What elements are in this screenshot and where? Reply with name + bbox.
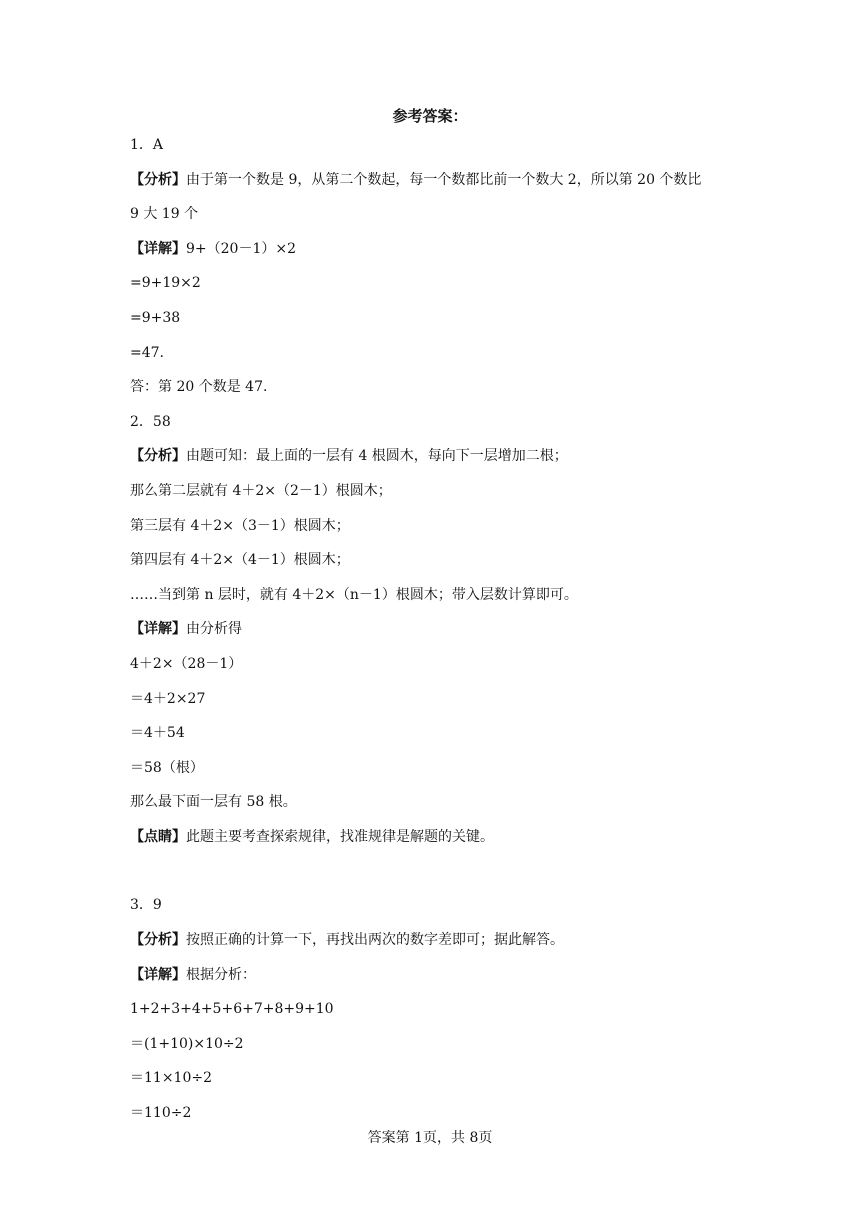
q2-detail-text: 由分析得 [186, 621, 242, 638]
q2-analysis-cont: 第四层有 4＋2×（4－1）根圆木； [130, 552, 350, 569]
q1-detail-text: 9+（20－1）×2 [186, 240, 296, 257]
q2-detail-step: ＝58（根） [130, 759, 204, 776]
q1-analysis-line [130, 170, 750, 190]
q1-analysis-cont: 9 大 19 个 [130, 206, 199, 223]
page-footer: 答案第 1页，共 8页 [367, 1130, 493, 1146]
analysis-tag: 【分析】 [130, 448, 186, 465]
q3-detail-step: ＝(1+10)×10÷2 [130, 1035, 244, 1052]
q3-analysis-text: 按照正确的计算一下，再找出两次的数字差即可；据此解答。 [186, 932, 564, 949]
analysis-tag: 【分析】 [130, 932, 186, 949]
q2-detail-step: ＝4＋54 [130, 725, 185, 742]
page-title: 参考答案： [392, 107, 468, 125]
detail-tag: 【详解】 [130, 621, 186, 638]
q3-detail-text: 根据分析： [186, 966, 256, 983]
detail-tag: 【详解】 [130, 240, 186, 257]
q3-heading: 3．9 [130, 897, 162, 914]
q3-detail-step: ＝11×10÷2 [130, 1070, 212, 1087]
q2-comment-text: 此题主要考查探索规律，找准规律是解题的关键。 [186, 828, 494, 845]
comment-tag: 【点睛】 [130, 828, 186, 845]
analysis-tag: 【分析】 [130, 171, 186, 188]
q2-analysis-cont: 那么第二层就有 4＋2×（2－1）根圆木； [130, 482, 392, 499]
q1-detail-step: =47. [130, 344, 164, 361]
q2-analysis-cont: 第三层有 4＋2×（3－1）根圆木； [130, 517, 350, 534]
q2-detail-step: 4＋2×（28－1） [130, 655, 243, 672]
q1-heading: 1．A [130, 137, 164, 153]
q3-analysis-line [130, 930, 750, 950]
q3-detail-step: ＝110÷2 [130, 1105, 192, 1122]
q2-detail-line [130, 619, 750, 639]
q3-detail-line [130, 965, 750, 985]
q2-heading: 2．58 [130, 413, 171, 430]
detail-tag: 【详解】 [130, 966, 186, 983]
q2-comment-line [130, 827, 750, 847]
answer-content [130, 135, 750, 1138]
q1-analysis-text: 由于第一个数是 9，从第二个数起，每一个数都比前一个数大 2，所以第 20 个数比 [186, 171, 702, 188]
q2-analysis-cont: ……当到第 n 层时，就有 4＋2×（n－1）根圆木；带入层数计算即可。 [130, 586, 578, 603]
q1-answer: 答：第 20 个数是 47. [130, 379, 268, 396]
q2-detail-conclusion: 那么最下面一层有 58 根。 [130, 794, 297, 811]
q1-detail-line [130, 239, 750, 259]
q2-detail-step: ＝4＋2×27 [130, 690, 206, 707]
q1-detail-step: =9+38 [130, 309, 181, 326]
q2-analysis-text: 由题可知：最上面的一层有 4 根圆木，每向下一层增加二根； [186, 448, 568, 465]
q3-detail-step: 1+2+3+4+5+6+7+8+9+10 [130, 1001, 334, 1018]
q2-analysis-line [130, 446, 750, 466]
q1-detail-step: =9+19×2 [130, 275, 201, 292]
